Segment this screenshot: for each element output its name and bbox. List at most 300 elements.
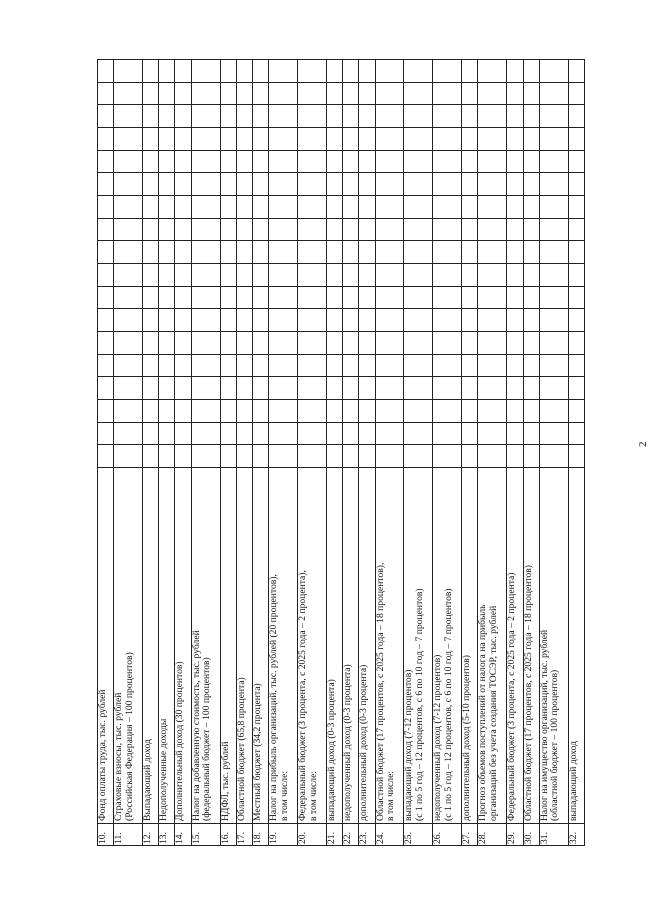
empty-cell bbox=[236, 218, 252, 241]
empty-cell bbox=[298, 60, 327, 83]
empty-cell bbox=[404, 400, 433, 423]
empty-cell bbox=[507, 82, 523, 105]
empty-cell bbox=[175, 173, 191, 196]
empty-cell bbox=[298, 173, 327, 196]
empty-cell bbox=[298, 309, 327, 332]
empty-cell bbox=[568, 422, 584, 445]
empty-cell bbox=[220, 264, 236, 287]
page-number: 2 bbox=[637, 441, 649, 447]
empty-cell bbox=[568, 354, 584, 377]
row-number: 31. bbox=[539, 824, 568, 846]
empty-cell bbox=[114, 241, 143, 264]
empty-cell bbox=[539, 354, 568, 377]
empty-cell bbox=[326, 354, 342, 377]
row-number: 28. bbox=[478, 824, 507, 846]
empty-cell bbox=[326, 196, 342, 219]
empty-cell bbox=[326, 173, 342, 196]
row-label bbox=[478, 468, 507, 824]
empty-cell bbox=[326, 286, 342, 309]
table-row bbox=[343, 60, 359, 846]
empty-cell bbox=[98, 105, 114, 128]
empty-cell bbox=[462, 241, 478, 264]
empty-cell bbox=[343, 82, 359, 105]
empty-cell bbox=[539, 105, 568, 128]
table-row bbox=[478, 60, 507, 846]
empty-cell bbox=[568, 128, 584, 151]
row-label bbox=[462, 468, 478, 824]
empty-cell bbox=[191, 286, 220, 309]
empty-cell bbox=[462, 286, 478, 309]
empty-cell bbox=[159, 264, 175, 287]
row-number: 17. bbox=[236, 824, 252, 846]
empty-cell bbox=[269, 422, 298, 445]
empty-cell bbox=[462, 309, 478, 332]
empty-cell bbox=[433, 196, 462, 219]
empty-cell bbox=[326, 60, 342, 83]
empty-cell bbox=[114, 400, 143, 423]
empty-cell bbox=[404, 150, 433, 173]
empty-cell bbox=[298, 196, 327, 219]
empty-cell bbox=[478, 445, 507, 468]
empty-cell bbox=[175, 60, 191, 83]
row-label bbox=[175, 468, 191, 824]
empty-cell bbox=[359, 422, 375, 445]
empty-cell bbox=[298, 128, 327, 151]
empty-cell bbox=[191, 332, 220, 355]
empty-cell bbox=[568, 82, 584, 105]
empty-cell bbox=[375, 82, 404, 105]
empty-cell bbox=[523, 309, 539, 332]
empty-cell bbox=[404, 309, 433, 332]
empty-cell bbox=[252, 400, 268, 423]
empty-cell bbox=[326, 150, 342, 173]
empty-cell bbox=[175, 128, 191, 151]
table-row bbox=[433, 60, 462, 846]
row-number: 18. bbox=[252, 824, 268, 846]
row-number: 27. bbox=[462, 824, 478, 846]
empty-cell bbox=[359, 173, 375, 196]
empty-cell bbox=[343, 445, 359, 468]
empty-cell bbox=[375, 218, 404, 241]
empty-cell bbox=[175, 286, 191, 309]
empty-cell bbox=[523, 286, 539, 309]
empty-cell bbox=[98, 400, 114, 423]
empty-cell bbox=[220, 332, 236, 355]
empty-cell bbox=[114, 173, 143, 196]
empty-cell bbox=[191, 218, 220, 241]
empty-cell bbox=[404, 60, 433, 83]
row-label-line: недополученный доход (7-12 процентов) bbox=[432, 654, 444, 821]
empty-cell bbox=[252, 309, 268, 332]
empty-cell bbox=[523, 105, 539, 128]
empty-cell bbox=[298, 400, 327, 423]
empty-cell bbox=[220, 422, 236, 445]
empty-cell bbox=[507, 354, 523, 377]
empty-cell bbox=[462, 332, 478, 355]
empty-cell bbox=[236, 400, 252, 423]
empty-cell bbox=[375, 332, 404, 355]
empty-cell bbox=[478, 105, 507, 128]
row-label-line: Дополнительный доход (30 процентов) bbox=[174, 661, 186, 821]
empty-cell bbox=[478, 377, 507, 400]
empty-cell bbox=[523, 422, 539, 445]
empty-cell bbox=[433, 400, 462, 423]
empty-cell bbox=[523, 150, 539, 173]
empty-cell bbox=[159, 422, 175, 445]
empty-cell bbox=[343, 105, 359, 128]
row-label bbox=[568, 468, 584, 824]
empty-cell bbox=[252, 128, 268, 151]
row-number: 12. bbox=[143, 824, 159, 846]
row-label bbox=[269, 468, 298, 824]
empty-cell bbox=[191, 173, 220, 196]
empty-cell bbox=[298, 218, 327, 241]
empty-cell bbox=[462, 445, 478, 468]
empty-cell bbox=[252, 332, 268, 355]
empty-cell bbox=[507, 422, 523, 445]
row-label bbox=[98, 468, 114, 824]
empty-cell bbox=[114, 218, 143, 241]
empty-cell bbox=[114, 105, 143, 128]
empty-cell bbox=[359, 354, 375, 377]
empty-cell bbox=[359, 309, 375, 332]
empty-cell bbox=[220, 354, 236, 377]
empty-cell bbox=[523, 196, 539, 219]
empty-cell bbox=[175, 105, 191, 128]
empty-cell bbox=[507, 286, 523, 309]
empty-cell bbox=[175, 196, 191, 219]
empty-cell bbox=[539, 173, 568, 196]
empty-cell bbox=[220, 400, 236, 423]
empty-cell bbox=[359, 150, 375, 173]
empty-cell bbox=[359, 400, 375, 423]
row-label-line: (федеральный бюджет – 100 процентов) bbox=[201, 657, 213, 821]
row-label-line: организаций без учета создания ТОСЭР, тыс. рублей bbox=[488, 605, 500, 821]
row-number: 23. bbox=[359, 824, 375, 846]
empty-cell bbox=[343, 422, 359, 445]
empty-cell bbox=[478, 354, 507, 377]
empty-cell bbox=[433, 309, 462, 332]
empty-cell bbox=[220, 309, 236, 332]
empty-cell bbox=[236, 128, 252, 151]
empty-cell bbox=[159, 218, 175, 241]
empty-cell bbox=[359, 128, 375, 151]
empty-cell bbox=[375, 400, 404, 423]
empty-cell bbox=[269, 377, 298, 400]
row-label-line: Фонд оплаты труда, тыс. рублей bbox=[97, 689, 108, 821]
empty-cell bbox=[143, 173, 159, 196]
empty-cell bbox=[478, 173, 507, 196]
empty-cell bbox=[191, 354, 220, 377]
empty-cell bbox=[462, 196, 478, 219]
row-label-line: Страховые взносы, тыс. рублей bbox=[113, 692, 125, 821]
empty-cell bbox=[143, 400, 159, 423]
row-label-line: дополнительный доход (0-3 процента) bbox=[358, 664, 370, 821]
empty-cell bbox=[462, 400, 478, 423]
row-number: 13. bbox=[159, 824, 175, 846]
empty-cell bbox=[236, 377, 252, 400]
empty-cell bbox=[143, 105, 159, 128]
empty-cell bbox=[404, 173, 433, 196]
empty-cell bbox=[252, 354, 268, 377]
row-number: 15. bbox=[191, 824, 220, 846]
empty-cell bbox=[343, 241, 359, 264]
empty-cell bbox=[539, 377, 568, 400]
empty-cell bbox=[298, 422, 327, 445]
empty-cell bbox=[269, 82, 298, 105]
empty-cell bbox=[375, 150, 404, 173]
empty-cell bbox=[98, 286, 114, 309]
empty-cell bbox=[568, 150, 584, 173]
empty-cell bbox=[507, 196, 523, 219]
row-label bbox=[143, 468, 159, 824]
empty-cell bbox=[269, 400, 298, 423]
row-number: 26. bbox=[433, 824, 462, 846]
empty-cell bbox=[478, 196, 507, 219]
empty-cell bbox=[98, 82, 114, 105]
empty-cell bbox=[507, 241, 523, 264]
empty-cell bbox=[114, 354, 143, 377]
row-number: 30. bbox=[523, 824, 539, 846]
row-label-line: (Российская Федерация – 100 процентов) bbox=[123, 652, 135, 821]
empty-cell bbox=[539, 60, 568, 83]
empty-cell bbox=[568, 377, 584, 400]
row-label bbox=[375, 468, 404, 824]
empty-cell bbox=[343, 128, 359, 151]
table-row bbox=[539, 60, 568, 846]
empty-cell bbox=[523, 354, 539, 377]
empty-cell bbox=[568, 445, 584, 468]
empty-cell bbox=[326, 332, 342, 355]
empty-cell bbox=[568, 264, 584, 287]
empty-cell bbox=[404, 105, 433, 128]
empty-cell bbox=[220, 241, 236, 264]
table-row bbox=[359, 60, 375, 846]
row-label-line: (областной бюджет – 100 процентов) bbox=[549, 669, 561, 821]
row-number: 16. bbox=[220, 824, 236, 846]
empty-cell bbox=[114, 445, 143, 468]
row-label-line: Федеральный бюджет (3 процента, с 2025 года – 2 процента), bbox=[297, 570, 309, 821]
empty-cell bbox=[143, 377, 159, 400]
empty-cell bbox=[114, 60, 143, 83]
row-label-line: в том числе: bbox=[278, 770, 290, 821]
empty-cell bbox=[175, 150, 191, 173]
empty-cell bbox=[568, 196, 584, 219]
empty-cell bbox=[343, 354, 359, 377]
empty-cell bbox=[375, 264, 404, 287]
row-number: 20. bbox=[298, 824, 327, 846]
empty-cell bbox=[404, 445, 433, 468]
empty-cell bbox=[269, 286, 298, 309]
empty-cell bbox=[568, 286, 584, 309]
empty-cell bbox=[375, 128, 404, 151]
row-number: 24. bbox=[375, 824, 404, 846]
empty-cell bbox=[539, 218, 568, 241]
empty-cell bbox=[143, 196, 159, 219]
empty-cell bbox=[114, 332, 143, 355]
empty-cell bbox=[478, 422, 507, 445]
empty-cell bbox=[298, 377, 327, 400]
empty-cell bbox=[375, 196, 404, 219]
empty-cell bbox=[252, 196, 268, 219]
empty-cell bbox=[252, 218, 268, 241]
empty-cell bbox=[114, 377, 143, 400]
empty-cell bbox=[404, 264, 433, 287]
empty-cell bbox=[507, 173, 523, 196]
empty-cell bbox=[462, 82, 478, 105]
empty-cell bbox=[236, 60, 252, 83]
empty-cell bbox=[507, 377, 523, 400]
empty-cell bbox=[375, 241, 404, 264]
empty-cell bbox=[298, 264, 327, 287]
empty-cell bbox=[236, 241, 252, 264]
empty-cell bbox=[220, 377, 236, 400]
empty-cell bbox=[462, 105, 478, 128]
empty-cell bbox=[375, 105, 404, 128]
empty-cell bbox=[98, 241, 114, 264]
empty-cell bbox=[523, 241, 539, 264]
table-row bbox=[523, 60, 539, 846]
empty-cell bbox=[191, 60, 220, 83]
empty-cell bbox=[98, 218, 114, 241]
empty-cell bbox=[98, 128, 114, 151]
row-label bbox=[507, 468, 523, 824]
empty-cell bbox=[159, 196, 175, 219]
empty-cell bbox=[359, 264, 375, 287]
table-row bbox=[568, 60, 584, 846]
empty-cell bbox=[159, 354, 175, 377]
empty-cell bbox=[343, 60, 359, 83]
empty-cell bbox=[326, 422, 342, 445]
empty-cell bbox=[568, 218, 584, 241]
empty-cell bbox=[220, 82, 236, 105]
row-label bbox=[298, 468, 327, 824]
empty-cell bbox=[175, 309, 191, 332]
table-row bbox=[298, 60, 327, 846]
empty-cell bbox=[269, 264, 298, 287]
empty-cell bbox=[269, 354, 298, 377]
empty-cell bbox=[175, 377, 191, 400]
empty-cell bbox=[98, 264, 114, 287]
empty-cell bbox=[375, 377, 404, 400]
row-label-line: Областной бюджет (65,8 процента) bbox=[235, 677, 247, 821]
empty-cell bbox=[159, 400, 175, 423]
table-row bbox=[326, 60, 342, 846]
empty-cell bbox=[298, 82, 327, 105]
empty-cell bbox=[175, 422, 191, 445]
empty-cell bbox=[462, 218, 478, 241]
empty-cell bbox=[159, 128, 175, 151]
empty-cell bbox=[269, 332, 298, 355]
empty-cell bbox=[343, 286, 359, 309]
empty-cell bbox=[462, 264, 478, 287]
empty-cell bbox=[507, 332, 523, 355]
empty-cell bbox=[159, 309, 175, 332]
empty-cell bbox=[236, 264, 252, 287]
empty-cell bbox=[478, 60, 507, 83]
budget-table bbox=[97, 59, 585, 846]
empty-cell bbox=[236, 150, 252, 173]
empty-cell bbox=[143, 82, 159, 105]
empty-cell bbox=[252, 422, 268, 445]
empty-cell bbox=[220, 286, 236, 309]
empty-cell bbox=[114, 196, 143, 219]
row-label-line: (с 1 по 5 год – 12 процентов, с 6 по 10 год – 7 процентов) bbox=[414, 588, 426, 821]
empty-cell bbox=[433, 105, 462, 128]
row-number: 10. bbox=[98, 824, 114, 846]
empty-cell bbox=[159, 445, 175, 468]
row-label-line: Местный бюджет (34,2 процента) bbox=[251, 683, 263, 821]
empty-cell bbox=[98, 332, 114, 355]
empty-cell bbox=[507, 150, 523, 173]
row-label bbox=[220, 468, 236, 824]
empty-cell bbox=[220, 218, 236, 241]
empty-cell bbox=[433, 354, 462, 377]
empty-cell bbox=[98, 354, 114, 377]
empty-cell bbox=[343, 309, 359, 332]
row-label bbox=[252, 468, 268, 824]
empty-cell bbox=[359, 445, 375, 468]
empty-cell bbox=[523, 218, 539, 241]
empty-cell bbox=[114, 128, 143, 151]
empty-cell bbox=[359, 82, 375, 105]
empty-cell bbox=[159, 60, 175, 83]
row-label-line: выпадающий доход bbox=[567, 740, 579, 821]
empty-cell bbox=[159, 105, 175, 128]
empty-cell bbox=[159, 173, 175, 196]
empty-cell bbox=[478, 128, 507, 151]
empty-cell bbox=[507, 400, 523, 423]
empty-cell bbox=[433, 150, 462, 173]
empty-cell bbox=[236, 286, 252, 309]
row-label bbox=[159, 468, 175, 824]
row-label bbox=[114, 468, 143, 824]
empty-cell bbox=[143, 218, 159, 241]
row-label bbox=[523, 468, 539, 824]
empty-cell bbox=[375, 422, 404, 445]
empty-cell bbox=[359, 241, 375, 264]
empty-cell bbox=[462, 354, 478, 377]
empty-cell bbox=[404, 354, 433, 377]
empty-cell bbox=[236, 105, 252, 128]
empty-cell bbox=[523, 82, 539, 105]
empty-cell bbox=[433, 60, 462, 83]
empty-cell bbox=[220, 105, 236, 128]
empty-cell bbox=[343, 150, 359, 173]
table-row bbox=[462, 60, 478, 846]
empty-cell bbox=[507, 218, 523, 241]
empty-cell bbox=[114, 309, 143, 332]
empty-cell bbox=[143, 332, 159, 355]
row-label-line: выпадающий доход (0-3 процента) bbox=[325, 679, 337, 821]
row-number: 22. bbox=[343, 824, 359, 846]
empty-cell bbox=[191, 105, 220, 128]
empty-cell bbox=[359, 377, 375, 400]
table-row bbox=[114, 60, 143, 846]
empty-cell bbox=[568, 105, 584, 128]
table-row bbox=[375, 60, 404, 846]
empty-cell bbox=[375, 445, 404, 468]
empty-cell bbox=[220, 150, 236, 173]
empty-cell bbox=[269, 241, 298, 264]
empty-cell bbox=[98, 173, 114, 196]
empty-cell bbox=[539, 445, 568, 468]
empty-cell bbox=[252, 150, 268, 173]
empty-cell bbox=[252, 82, 268, 105]
empty-cell bbox=[252, 445, 268, 468]
empty-cell bbox=[298, 150, 327, 173]
empty-cell bbox=[478, 218, 507, 241]
